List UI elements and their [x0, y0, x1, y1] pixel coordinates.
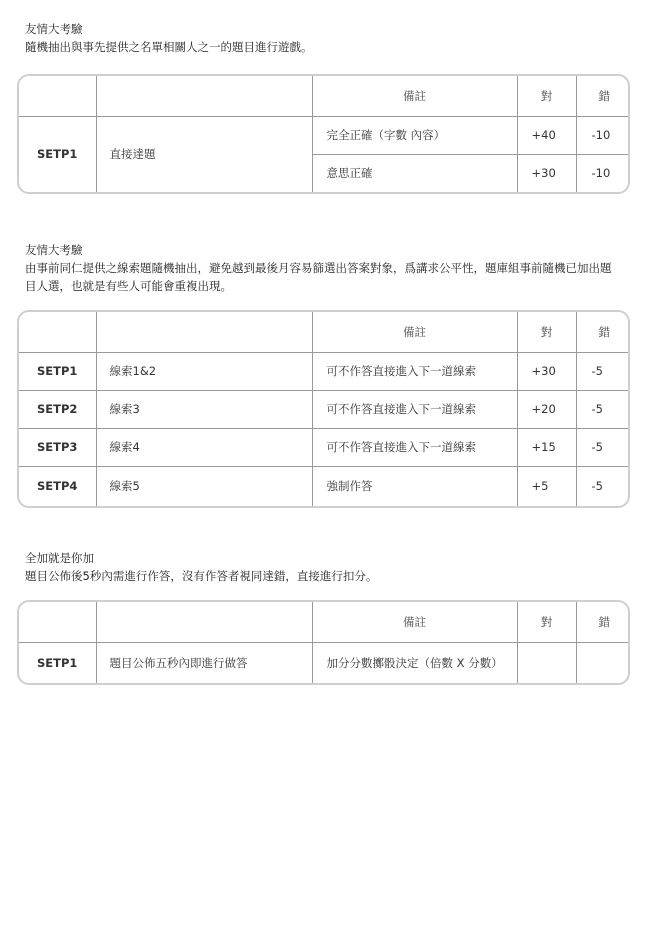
- step-label: SETP1: [19, 352, 96, 390]
- step-label: SETP1: [19, 642, 96, 683]
- right-score: +40: [517, 116, 576, 154]
- table-row: [19, 116, 630, 154]
- header-note: 備註: [312, 602, 517, 642]
- table-header-row: [19, 602, 630, 642]
- section-title: 友情大考驗: [25, 243, 83, 257]
- section-title: 全加就是你加: [25, 551, 94, 565]
- step-name: 線索1&2: [96, 352, 312, 390]
- section-friendship-test-2: [0, 241, 651, 295]
- header-note: 備註: [312, 76, 517, 116]
- section-description: 由事前同仁提供之線索題隨機抽出，避免越到最後月容易篩選出答案對象，爲講求公平性，題庫組事前隨機已加出題目人選，也就是有些人可能會重複出現。: [25, 261, 612, 293]
- table-header-row: [19, 312, 630, 352]
- note-cell: 可不作答直接進入下一道線索: [312, 390, 517, 428]
- score-table-2: [17, 310, 630, 508]
- step-label: SETP1: [19, 116, 96, 192]
- header-step-cell: [19, 602, 96, 642]
- header-name-cell: [96, 312, 312, 352]
- step-name: 線索5: [96, 466, 312, 506]
- table-row: [19, 390, 630, 428]
- note-cell: 完全正確（字數 內容）: [312, 116, 517, 154]
- wrong-score: -5: [576, 390, 630, 428]
- note-cell: 強制作答: [312, 466, 517, 506]
- wrong-score: -5: [591, 479, 603, 494]
- step-label: SETP4: [19, 466, 96, 506]
- score-table-3: [17, 600, 630, 685]
- right-score: +30: [517, 154, 576, 192]
- step-name: 線索4: [96, 428, 312, 466]
- note-cell: 可不作答直接進入下一道線索: [312, 352, 517, 390]
- table-row: [19, 466, 630, 506]
- header-wrong: 錯: [576, 312, 630, 352]
- header-wrong: 錯: [576, 602, 630, 642]
- right-score: +30: [517, 352, 576, 390]
- header-right: 對: [517, 602, 576, 642]
- section-description: 隨機抽出與事先提供之名單相關人之一的題目進行遊戲。: [25, 40, 313, 54]
- right-score: +20: [517, 390, 576, 428]
- step-name: 題目公佈五秒內即進行做答: [96, 642, 312, 683]
- step-label: SETP3: [19, 428, 96, 466]
- header-step-cell: [19, 76, 96, 116]
- note-cell: 加分分數擲骰決定（倍數 X 分數）: [312, 642, 517, 683]
- wrong-score: [576, 642, 630, 683]
- section-title: 友情大考驗: [25, 22, 83, 36]
- note-cell: 意思正確: [312, 154, 517, 192]
- right-score: +5: [517, 466, 576, 506]
- section-description: 題目公佈後5秒內需進行作答，沒有作答者視同達錯，直接進行扣分。: [25, 569, 378, 583]
- section-friendship-test-1: [0, 20, 651, 56]
- header-name-cell: [96, 602, 312, 642]
- header-name-cell: [96, 76, 312, 116]
- header-right: 對: [517, 76, 576, 116]
- step-name: 線索3: [96, 390, 312, 428]
- table-row: [19, 642, 630, 683]
- right-score: [517, 642, 576, 683]
- note-cell: 可不作答直接進入下一道線索: [312, 428, 517, 466]
- right-score: +15: [517, 428, 576, 466]
- step-name: 直接達題: [96, 116, 312, 192]
- table-row: [19, 428, 630, 466]
- step-label: SETP2: [19, 390, 96, 428]
- wrong-score: -10: [576, 116, 630, 154]
- header-step-cell: [19, 312, 96, 352]
- table-header-row: [19, 76, 630, 116]
- header-wrong: 錯: [576, 76, 630, 116]
- header-note: 備註: [312, 312, 517, 352]
- table-row: [19, 352, 630, 390]
- wrong-score: -10: [591, 166, 611, 181]
- wrong-score: -5: [576, 428, 630, 466]
- header-right: 對: [517, 312, 576, 352]
- section-all-add: [0, 549, 651, 585]
- score-table-1: [17, 74, 630, 194]
- wrong-score: -5: [576, 352, 630, 390]
